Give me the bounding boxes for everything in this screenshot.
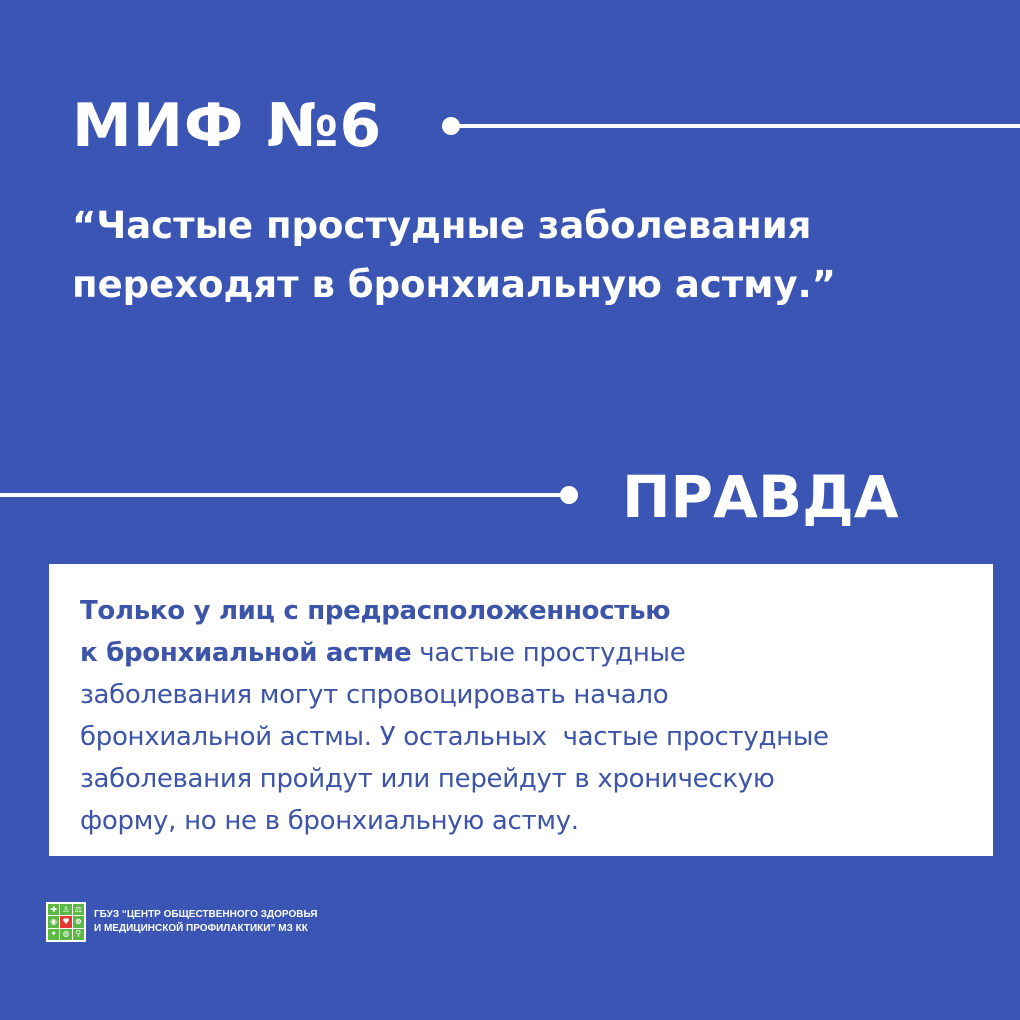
truth-emphasis-line-2: к бронхиальной астме xyxy=(80,638,412,668)
truth-text-line-2-rest: частые простудные xyxy=(411,638,686,668)
truth-emphasis-line-1: Только у лиц с предрасположенностью xyxy=(80,596,671,626)
truth-text-line-3: заболевания могут спровоцировать начало xyxy=(80,680,669,710)
decorative-dot-middle xyxy=(560,486,578,504)
organization-name-line-1: ГБУЗ “ЦЕНТР ОБЩЕСТВЕННОГО ЗДОРОВЬЯ xyxy=(94,909,318,920)
decorative-line-top xyxy=(452,124,1020,128)
health-center-logo-icon: ✚ ♙ ⚖ ◉ ♥ ⊗ ✦ ◍ ⚲ xyxy=(46,902,86,942)
truth-text-line-6: форму, но не в бронхиальную астму. xyxy=(80,806,579,836)
truth-explanation-text xyxy=(80,590,963,842)
truth-explanation-box xyxy=(49,564,993,856)
myth-quote xyxy=(72,196,972,314)
organization-name-line-2: И МЕДИЦИНСКОЙ ПРОФИЛАКТИКИ” МЗ КК xyxy=(94,923,308,934)
truth-title: ПРАВДА xyxy=(622,463,899,531)
myth-title: МИФ №6 xyxy=(72,91,383,161)
myth-quote-line-1: “Частые простудные заболевания xyxy=(72,204,812,247)
organization-name xyxy=(94,908,317,936)
decorative-line-middle xyxy=(0,493,570,497)
truth-text-line-5: заболевания пройдут или перейдут в хроническую xyxy=(80,764,775,794)
footer xyxy=(46,902,317,942)
myth-quote-line-2: переходят в бронхиальную астму.” xyxy=(72,263,836,306)
truth-text-line-4: бронхиальной астмы. У остальных частые простудные xyxy=(80,722,829,752)
